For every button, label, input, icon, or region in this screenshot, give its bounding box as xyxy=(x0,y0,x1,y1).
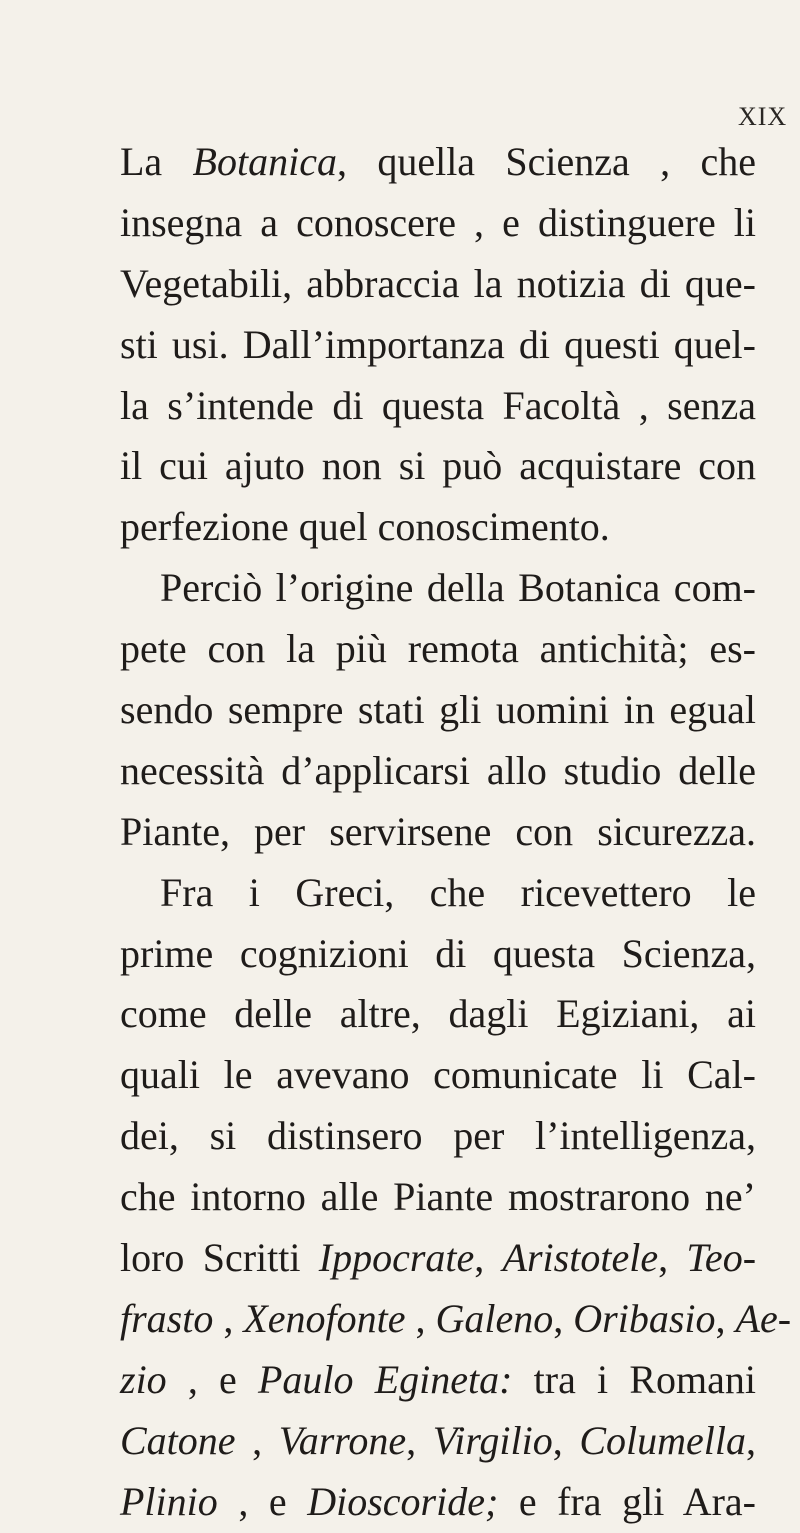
italic-text: Botanica xyxy=(192,139,337,184)
text-segment: , xyxy=(658,1235,687,1281)
text-segment: Fra i Greci, che ricevettero le xyxy=(160,869,756,915)
text-segment: insegna a conoscere , e distinguere li xyxy=(120,199,756,245)
text-line xyxy=(120,741,756,802)
italic-text: Teo- xyxy=(686,1235,757,1281)
italic-text: Xenofonte xyxy=(243,1295,406,1341)
text-line xyxy=(120,1167,756,1228)
italic-text: Galeno xyxy=(435,1295,554,1341)
italic-text: zio xyxy=(120,1356,167,1402)
text-line xyxy=(120,924,756,985)
text-line xyxy=(120,1228,756,1289)
text-line xyxy=(120,1106,756,1167)
italic-text: Varrone xyxy=(278,1417,407,1463)
text-segment: la s’intende di questa Facoltà , senza xyxy=(120,382,756,428)
text-segment: il cui ajuto non si può acquistare con xyxy=(120,443,756,489)
text-segment: prime cognizioni di questa Scienza, xyxy=(120,930,756,976)
italic-text: Columella xyxy=(579,1417,746,1463)
text-segment: loro Scritti xyxy=(120,1235,319,1281)
text-segment: , e xyxy=(166,1356,258,1402)
text-segment: , xyxy=(746,1417,756,1463)
page-number: XIX xyxy=(738,102,788,131)
text-segment: Vegetabili, abbraccia la notizia di que- xyxy=(120,260,756,306)
text-segment: Perciò l’origine della Botanica com- xyxy=(160,565,756,611)
text-segment: sendo sempre stati gli uomini in egual xyxy=(120,687,756,733)
text-segment: pete con la più remota antichità; es- xyxy=(120,626,756,672)
text-segment: , e xyxy=(217,1478,308,1524)
text-line xyxy=(120,1289,792,1350)
text-segment: e fra gli Ara- xyxy=(498,1478,756,1524)
text-segment: come delle altre, dagli Egiziani, ai xyxy=(120,991,756,1037)
text-line xyxy=(120,863,756,924)
text-line xyxy=(120,132,756,193)
text-segment: , xyxy=(213,1295,244,1341)
text-line xyxy=(120,1411,756,1472)
text-segment: , xyxy=(235,1417,279,1463)
italic-text: Virgilio xyxy=(432,1417,553,1463)
italic-text: Catone xyxy=(120,1417,236,1463)
text-segment: , xyxy=(406,1417,433,1463)
text-line xyxy=(120,1350,756,1411)
text-segment: , xyxy=(553,1295,574,1341)
text-segment: La xyxy=(120,139,193,184)
text-line xyxy=(120,376,756,437)
text-segment: sti usi. Dall’importanza di questi quel- xyxy=(120,321,756,367)
text-line xyxy=(120,193,756,254)
text-line xyxy=(120,497,756,558)
italic-text: frasto xyxy=(120,1295,214,1341)
italic-text: Paulo Egineta: xyxy=(258,1356,513,1402)
text-segment: , xyxy=(715,1295,736,1341)
text-line xyxy=(120,1045,756,1106)
italic-text: Dioscoride; xyxy=(307,1478,499,1524)
text-line xyxy=(120,436,756,497)
text-line xyxy=(120,558,756,619)
italic-text: Aristotele xyxy=(502,1235,659,1281)
text-segment: che intorno alle Piante mostrarono ne’ xyxy=(120,1174,756,1220)
text-line xyxy=(120,1472,756,1533)
text-line xyxy=(120,254,756,315)
text-segment: dei, si distinsero per l’intelligenza, xyxy=(120,1113,756,1159)
body-text xyxy=(120,132,792,1532)
italic-text: Ae- xyxy=(735,1295,792,1341)
italic-text: Plinio xyxy=(120,1478,218,1524)
text-segment: , quella Scienza , che xyxy=(336,139,756,184)
text-segment: quali le avevano comunicate li Cal- xyxy=(120,1052,756,1098)
text-line xyxy=(120,680,756,741)
text-segment: Piante, per servirsene con sicurezza. xyxy=(120,808,756,854)
text-line xyxy=(120,802,756,863)
text-line xyxy=(120,619,756,680)
text-segment: , xyxy=(552,1417,580,1463)
text-segment: tra i Romani xyxy=(512,1356,756,1402)
text-segment: necessità d’applicarsi allo studio delle xyxy=(120,747,756,793)
italic-text: Ippocrate xyxy=(318,1235,475,1281)
text-line xyxy=(120,315,756,376)
text-line xyxy=(120,984,756,1045)
text-segment: , xyxy=(474,1235,503,1281)
text-segment: perfezione quel conoscimento. xyxy=(120,504,610,550)
italic-text: Oribasio xyxy=(573,1295,716,1341)
text-segment: , xyxy=(405,1295,436,1341)
